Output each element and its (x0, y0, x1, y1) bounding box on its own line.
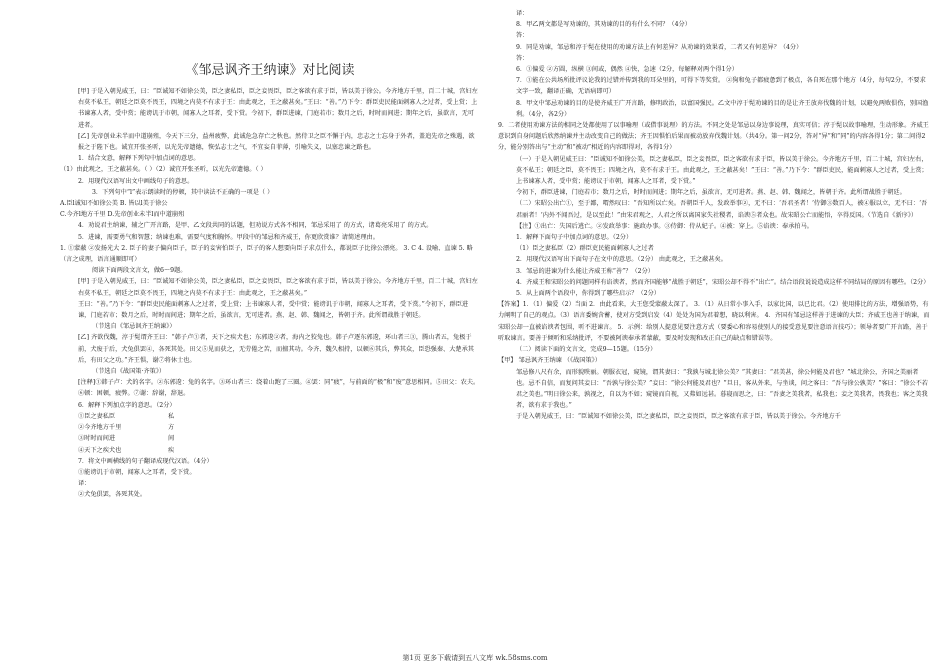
paragraph: [乙] 先帝创业未半而中道崩殂，今天下三分，益州疲弊，此诚危急存亡之秋也。然侍卫之臣不懈于内，忠志之士忘身于外者，盖追先帝之殊遇，欲报之于陛下也。诚宜开张圣听，以光先帝遗德，恢弘志士之气，不宜妄自菲薄，引喻失义，以塞忠谏之路也。 (78, 132, 475, 152)
question: 2．用现代汉语写出下面句子在文中的意思。（2分） 由此观之，王之蔽甚矣。 (516, 256, 727, 264)
table-cell: 疾 (168, 446, 175, 454)
paragraph: 于是入朝见威王，曰：“臣诚知不如徐公美，臣之妻私臣，臣之妾畏臣，臣之客欲有求于臣，皆以美于徐公。今齐地方千 (516, 413, 841, 421)
question: ②犬兔俱罢，各死其处。 (78, 491, 147, 499)
paragraph: [甲] 于是入朝见威王，曰：“臣诚知不如徐公美，臣之妻私臣，臣之妾畏臣，臣之客欲有求于臣，皆以美于徐公。今齐地方千里，百二十城，宫妇左右莫不私王，朝廷之臣莫不畏王，四境之内莫不有求于王：由此观之，王之蔽甚矣。” (78, 278, 478, 297)
question: （1）由此观之，王之蔽甚矣。（ ）（2）诚宜开张圣听，以光先帝遗德。（ ） (60, 166, 267, 174)
table-cell: ④天下之疾犬也 (78, 446, 122, 454)
paragraph: [乙] 齐欲伐魏，淳于髡谓齐王曰：“韩子卢①者，天下之疾犬也；东郭逡②者，海内之狡兔也。韩子卢逐东郭逡，环山者三③，腾山者五，兔极于前，犬废于后，犬兔俱罢④，各死其处。田父⑤见而获之，无劳倦之苦，而擅其功。今齐、魏久相持，以顿⑥其兵，弊其众，臣恐强秦、大楚承其后，有田父之功。”齐王惧，谢⑦将休士也。 (78, 334, 474, 364)
answer-key: 8．甲文中邹忌劝谏的目的是使齐威王广开言路，修明政治，以富国强民。乙文中淳于髡劝谏的目的是让齐王放弃伐魏的计划，以避免两败俱伤，别国渔利。（4分，各2分） (516, 99, 929, 118)
question: 5．进谏，需要勇气和智慧；纳谏也难，需要气度和胸怀。甲段中的邹忌和齐威王，你更欣赏谁？请简述理由。 (78, 233, 379, 241)
annotation: 【注】①出亡：失国后逃亡。②发政举事：施政办事。③侍御：侍从妃子。④被：穿上。⑤谄谀：奉承拍马。 (516, 222, 813, 230)
section-heading: （二）阅读下面的文言文，完成9—15题。（15分） (516, 346, 657, 354)
question: 6．解释下列加点字的意思。（2分） (78, 401, 176, 409)
table-row (78, 422, 480, 433)
paragraph: [甲] 于是入朝见威王，曰：“臣诚知不如徐公美，臣之妻私臣，臣之妾畏臣，臣之客欲有求于臣，皆以美于徐公。今齐地方千里，百二十城，宫妇左右莫不私王，朝廷之臣莫不畏王，四境之内莫不有求于王：由此观之，王之蔽甚矣。”王曰：“善。”乃下令：群臣吏民能面刺寡人之过者，受上赏；上书谏寡人者，受中赏；能谤讥于市朝，闻寡人之耳者，受下赏。令初下，群臣进谏，门庭若市；数月之后，时时而间进；期年之后，虽欲言，无可进者。 (78, 88, 478, 129)
table-row (78, 433, 480, 444)
paragraph: （二）宋昭公出亡①，至于鄙，喟然叹曰：“吾知所以亡矣。吾朝臣千人，发政举事②，无不曰：‘吾君圣者！’侍御③数百人，被④服以立，无不曰：‘吾君丽者！’内外不闻吾过，是以至此！”由宋君观之，人君之所以离国家失社稷者，谄谀⑤者众也。故宋昭公亡而能悟，卒得反国。（节选自《新序》） (516, 200, 928, 219)
answer-line: 译： (516, 10, 529, 17)
annotation: [注释]①韩子卢：犬的名字。②东郭逡：兔的名字。③环山者三：绕着山跑了三圈。④罢：同“疲”，与前面的“极”和“废”意思相同。⑤田父：农夫。⑥顿：困顿，疲弊。⑦谢：辞谢，辞退。 (78, 379, 480, 398)
question: ①能谤讥于市朝，闻寡人之耳者，受下赏。 (78, 468, 196, 476)
page-title: 《邹忌讽齐王纳谏》对比阅读 (185, 63, 355, 78)
table-cell: 私 (168, 412, 175, 420)
paragraph: 邹忌修八尺有余，而形貌昳丽。朝服衣冠，窥镜，谓其妻曰：“我孰与城北徐公美？”其妻曰：“君美甚，徐公何能及君也？”城北徐公，齐国之美丽者也。忌不自信，而复问其妾曰：“吾孰与徐公美？”妾曰：“徐公何能及君也？”旦日，客从外来，与坐谈，问之客曰：“吾与徐公孰美？”客曰：“徐公不若君之美也。”明日徐公来，孰视之，自以为不如；窥镜而自视，又弗如远甚。暮寝而思之，曰：“吾妻之美我者，私我也；妾之美我者，畏我也；客之美我者，欲有求于我也。” (516, 368, 928, 410)
question: 4．齐威王和宋昭公的问题同样有谄谀者，然而齐国能够“战胜于朝廷”，宋昭公却不得不“出亡”。结合语段说说造成这样不同结局的原因有哪些。（2分） (516, 278, 930, 286)
question: 2．用现代汉语写出文中画线句子的意思。 (78, 177, 194, 185)
question: 7．将文中画横线的句子翻译成现代汉语。（4分） (78, 457, 213, 465)
table-row (78, 411, 480, 422)
paragraph: （一）于是入朝见威王曰：“臣诚知不如徐公美，臣之妻私臣，臣之妾畏臣，臣之客欲有求于臣，皆以美于徐公。今齐地方千里，百二十城，宫妇左右，莫不私王；朝廷之臣，莫不畏王；四境之内，莫不有求于王。由此观之，王之蔽甚矣！”王曰：“善。”乃下令：“群臣吏民，能面刺寡人之过者，受上赏；上书谏寡人者，受中赏；能谤议于市朝，闻寡人之耳者，受下赏。” (516, 155, 928, 186)
answer-key: 9．二者使用劝谏方法的相同之处都使用了以事喻理（或借事说理）的方法。不同之处是邹忌以身边事说理，真实可信；淳于髡以故事喻理，生动形象。齐威王意识到自身问题后欣然纳谏并主动改变自己的做法；齐王因惧怕后果而被动放弃伐魏计划。（共4分。第一问2分，答对“异”和“同”的内容各得1分；第二问得2分，能分别答出与“主动”和“被动”相近的内容即得对，各得1分） (498, 122, 929, 152)
question: 3．邹忌的进谏为什么能让齐威王称“善”？（2分） (516, 267, 654, 275)
question: 5．从上面两个语段中，你得到了哪些启示？（2分） (516, 290, 660, 298)
question: 9．同是劝谏，邹忌和淳于髡在使用的劝谏方法上有何差异？从劝谏的效果看，二者又有何差异？（4分） (516, 43, 803, 51)
table-row (78, 445, 480, 456)
question: 3．下列句中“l”表示朗读时的停顿，其中读法不正确的一项是（ ） (92, 188, 274, 196)
vocab-table (60, 411, 480, 456)
table-cell: 间 (168, 435, 175, 443)
table-cell: ①臣之妻私臣 (78, 412, 116, 420)
table-cell: ②今齐地方千里 (78, 424, 122, 432)
question: （1）臣之妻私臣（2）群臣吏民能面刺寡人之过者 (516, 245, 654, 253)
question: 4．劝说君主纳谏，辅之广开言路，是甲、乙文段共同的话题，但劝说方式各不相同，邹忌采用了 的方式，诸葛亮采用了 的方式。 (78, 222, 433, 230)
left-column (60, 8, 480, 501)
question: 8．甲乙两文都是写劝谏的，其劝谏的目的有什么不同？（4分） (516, 21, 691, 29)
answer-key: 【答案】1．（1）偏爱（2）当面 2．由此看来，大王您受蒙蔽太深了。 3．（1）从日常小事入手，以家比国，以已比君。（2）使用排比的方法，增强语势，有力阐明了自己的观点。（3）语言委婉含蓄，使对方受到启发（4）处处为国为君着想，晓以利害。 4．齐国有邹忌这样善于进谏的大臣；齐威王也善于纳谏，而宋昭公却一直被谄谀者包围，听不进谏言。 5．示例：给别人提意见要注意方式（要委心和容易使别人的接受意见要注意语言技巧）；领导者要广开言路，善于听取谏言。要善于倾听和采纳批评，不要被阿谀奉承者蒙蔽，要及时发现和改正自己的缺点和错误等。 (498, 301, 930, 342)
answer-key: 7．①能在公共场所批评议论我的过错并传到我的耳朵里的，可得下等奖赏。 ②狗和兔子都疲惫到了极点，各自死在那个地方（4分，每句2分，不要求文字一致，翻译正确，无语病即可） (516, 77, 926, 96)
question: 1．解释下面句子中加点词的意思。（2分） (516, 234, 633, 242)
answer-key: 6．①偏爱 ②方圆，纵横 ③间或，偶然 ④快，急速（2分，每解释对两个得1分） (516, 66, 738, 74)
paragraph: 令初下，群臣进谏，门庭若市；数月之后，时时而间进；期年之后，虽欲言，无可进者。燕、赵、韩、魏闻之，皆朝于齐。此所谓战胜于朝廷。 (516, 189, 906, 197)
question: 1．结合文意，解释下列句中加点词的意思。 (78, 155, 200, 163)
answer-key: 1. ①蒙蔽 ②发扬光大 2. 臣子的妻子偏向臣子，臣子的妾害怕臣子，臣子的客人想要向臣子求点什么，都说臣子比徐公漂亮。 3. C 4. 设喻、直谏 5. 略（言之成理，语言通顺即可） (60, 244, 473, 264)
answer-line: 答： (516, 54, 529, 62)
right-column (498, 8, 930, 423)
option: A.臣l诚知不如徐公美 B. 皆以l美于徐公 (60, 200, 168, 208)
option: C.今齐l地方千里 D.先帝创业未半l而中道崩殂 (60, 211, 185, 219)
answer-line: 答： (516, 32, 529, 40)
source-citation: （节选自《邹忌讽齐王纳谏》） (92, 323, 176, 331)
passage-title: 【甲】 邹忌讽齐王纳谏 （《战国策》） (498, 357, 601, 365)
page-footer: 第1页 更多下载请到五八文库 wk.58sms.com (402, 654, 548, 662)
table-cell: ③时时而间进 (78, 435, 116, 443)
answer-line: 译： (78, 480, 91, 488)
source-citation: （节选自《战国策·齐策》） (92, 368, 166, 376)
paragraph: 王曰：“善。”乃下令：“群臣吏民能面刺寡人之过者，受上赏；上书谏寡人者，受中赏；能谤讥于市朝，闻寡人之耳者，受下赏。”令初下，群臣进谏，门庭若市；数月之后，时时而间进；期年之后，虽欲言，无可进者。燕、赵、韩、魏闻之，皆朝于齐。此所谓战胜于朝廷。 (78, 300, 469, 320)
table-cell: 方 (168, 424, 175, 432)
section-heading: 阅读下面两段文言文，做6～9题。 (92, 267, 187, 275)
